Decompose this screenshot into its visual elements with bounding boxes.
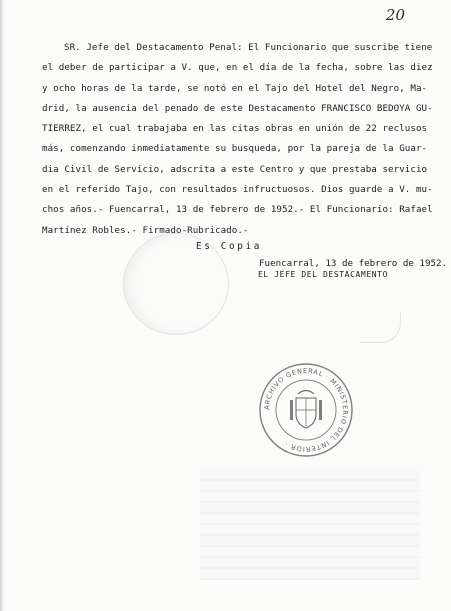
place-and-date: Fuencarral, 13 de febrero de 1952.: [259, 258, 448, 269]
body-line: Martínez Robles.- Firmado-Rubricado.-: [42, 224, 249, 236]
body-line: dia Civil de Servicio, adscrita a este Centro y que prestaba servicio: [42, 163, 428, 175]
copy-certification-label: Es Copia: [196, 241, 262, 252]
bleed-through-text: [200, 470, 420, 580]
body-line: drid, la ausencia del penado de este Destacamento FRANCISCO BEDOYA GU-: [42, 102, 433, 114]
seal-ring-text: ARCHIVO GENERAL · MINISTERIO DEL INTERIOR ·: [262, 366, 350, 454]
body-line: el deber de participar a V. que, en el día de la fecha, sobre las diez: [42, 62, 433, 74]
coat-of-arms-icon: [290, 391, 322, 429]
page-edge-shadow: [0, 0, 4, 611]
body-line: SR. Jefe del Destacamento Penal: El Funcionario que suscribe tiene: [64, 42, 433, 53]
archive-seal-stamp: [250, 360, 362, 460]
letter-body: [42, 38, 433, 241]
body-line: más, comenzando inmediatamente su busqueda, por la pareja de la Guar-: [42, 143, 428, 155]
body-line: y ocho horas de la tarde, se notó en el Tajo del Hotel del Negro, Ma-: [42, 82, 428, 94]
body-line: TIERREZ, el cual trabajaba en las citas obras en unión de 22 reclusos: [42, 123, 428, 135]
folio-number: 20: [385, 6, 405, 24]
bleed-through-pen-mark: [360, 312, 401, 343]
signer-title: EL JEFE DEL DESTACAMENTO: [258, 270, 388, 279]
body-line: en el referido Tajo, con resultados infructuosos. Dios guarde a V. mu-: [42, 184, 433, 196]
body-line: chos años.- Fuencarral, 13 de febrero de 1952.- El Funcionario: Rafael: [42, 204, 433, 216]
